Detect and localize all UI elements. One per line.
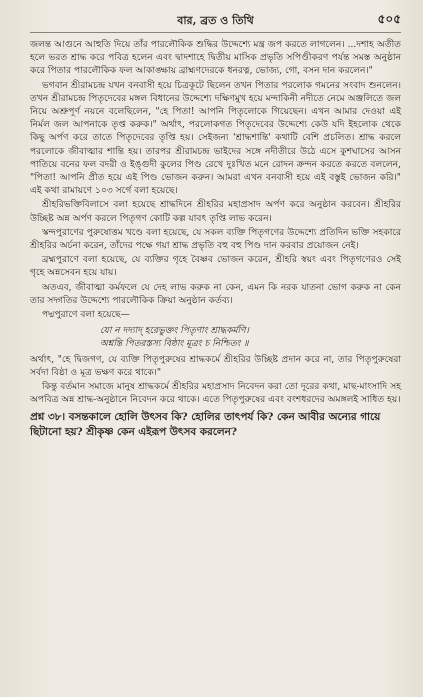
- paragraph: শ্রীহরিভক্তিবিলাসে বলা হয়েছে শ্রাদ্ধদিনে শ্রীহরির মহাপ্রসাদ অর্পণ করে অনুষ্ঠান করবেন। শ্রীহরির উচ্ছিষ্ট অন্ন অর্পণ করলে পিতৃগণ কোটি কল্প যাবৎ তৃপ্তি লাভ করেন।: [30, 200, 401, 224]
- page-number: ৫০৫: [377, 12, 401, 26]
- verse-line: অশ্নন্তি পিতরস্তস্য বিষ্ঠাং মূত্রং চ নিশ্চিতং ॥: [100, 339, 249, 350]
- paragraph: জলন্ত আগুনে আহুতি দিয়ে তাঁর পারলৌকিক শুদ্ধির উদ্দেশ্যে মন্ত্র জপ করতে লাগলেন। ...দশাহ অতীত হলে ভরত শ্রাদ্ধ করে পবিত্র হলেন এবং দ্বাদশাহে দ্বিতীয় মাসিক প্রভৃতি সপিণ্ডীকরণ পর্যন্ত সমস্ত অনুষ্ঠান করে পিতার পারলৌকিক ফল আকাঙ্ক্ষায় ব্রাহ্মণদেরকে ধনরত্ন, ভোজ্য, গো, বসন দান করলেন।": [30, 40, 401, 77]
- paragraph: ভগবান শ্রীরামচন্দ্র যখন বনবাসী হয়ে চিত্রকূটে ছিলেন তখন পিতার পরলোক গমনের সংবাদ শুনলেন। তখন শ্রীরামচন্দ্র পিতৃদেবের মঙ্গল বিধানের উদ্দেশ্যে দক্ষিণমুখ হয়ে মন্দাকিনী নদীতে নেমে অঞ্জলিতে জল নিয়ে অশ্রুপূর্ণ নয়নে বলেছিলেন, "হে পিতা! আপনি পিতৃলোকে গিয়েছেন। এখন আমার দেওয়া এই নির্মল জল আপনাকে তৃপ্ত করুক।" অর্থাৎ, পরলোকগত পিতৃদেবের উদ্দেশ্যে কেউ যদি ইহলোক থেকে কিছু অর্পণ করে তাতে পিতৃদেবের তৃপ্তি হয়। সেইজন্য 'শ্রাদ্ধশান্তি' কথাটি বেশি প্রচলিত। শ্রাদ্ধ করলে পরলোকে জীবাত্মার শান্তি হয়। তারপর শ্রীরামচন্দ্র ভাইদের সঙ্গে নদীতীরে উঠে এসে কুশঘাসের আসন পাতিয়ে বনের ফল বদরী ও ইঙ্গুদী কুলের পিণ্ড রেখে দুঃখিত মনে রোদন ক্রন্দন করতে করতে বললেন, "পিতা! আপনি প্রীত হয়ে এই পিণ্ড ভোজন করুন। আমরা এখন বনবাসী হয়ে এই বস্তুই ভোজন করি।" এই কথা রামায়ণে ১০৩ সর্গে বলা হয়েছে।: [30, 80, 402, 197]
- verse-line: যো ন দদ্যাদ্ হরেভুক্তং পিতৃণাং শ্রাদ্ধকর্মণি।: [100, 326, 249, 337]
- question-heading: প্রশ্ন ৩৮। বসন্তকালে হোলি উৎসব কি? হোলির তাৎপর্য কি? কেন আবীর অন্যের গায়ে ছিটানো হয়? শ্রীকৃষ্ণ কেন এইরূপ উৎসব করলেন?: [30, 410, 381, 439]
- body-text: [30, 39, 401, 441]
- paragraph: অতএব, জীবাত্মা কর্মফলে যে দেহ লাভ করুক না কেন, এমন কি নরক যাতনা ভোগ করুক না কেন তার সদ্গতির উদ্দেশ্যে পারলৌকিক ক্রিয়া অনুষ্ঠান কর্তব্য।: [30, 282, 401, 306]
- sanskrit-verse: [100, 325, 401, 351]
- running-title: বার, ব্রত ও তিথি: [177, 14, 254, 27]
- paragraph: অর্থাৎ, "হে দ্বিজগণ, যে ব্যক্তি পিতৃপুরুষের শ্রাদ্ধকর্মে শ্রীহরির উচ্ছিষ্ট প্রদান করে না, তার পিতৃপুরুষেরা সর্বদা বিষ্ঠা ও মূত্র ভক্ষণ করে থাকে।": [30, 354, 401, 379]
- page-header: [30, 10, 401, 33]
- paragraph: স্কন্দপুরাণের পুরুষোত্তম খণ্ডে বলা হয়েছে, যে সকল ব্যক্তি পিতৃগণের উদ্দেশ্যে প্রতিদিন ভক্তি সহকারে শ্রীহরির অর্চনা করেন, তাঁদের পক্ষে গয়া শ্রাদ্ধ প্রভৃতি বহু বহু পিণ্ড দান করবার প্রয়োজন নেই।: [30, 227, 401, 252]
- paragraph: কিন্তু বর্তমান সমাজে মানুষ শ্রাদ্ধকর্মে শ্রীহরির মহাপ্রসাদ নিবেদন করা তো দূরের কথা, মাছ-মাংসাদি সহ অপবিত্র অন্ন শ্রাদ্ধ-অনুষ্ঠানে নিবেদন করে থাকে। এতে পিতৃপুরুষের এবং বংশধরদের অমঙ্গলই সাধিত হয়।: [30, 382, 401, 406]
- paragraph: ব্রহ্মপুরাণে বলা হয়েছে, যে ব্যক্তির গৃহে বৈষ্ণব ভোজন করেন, শ্রীহরি স্বয়ং এবং পিতৃগণেরও সেই গৃহে অন্নসেবন হয়ে যায়।: [30, 255, 401, 279]
- paragraph: পদ্মপুরাণে বলা হয়েছে—: [42, 310, 130, 321]
